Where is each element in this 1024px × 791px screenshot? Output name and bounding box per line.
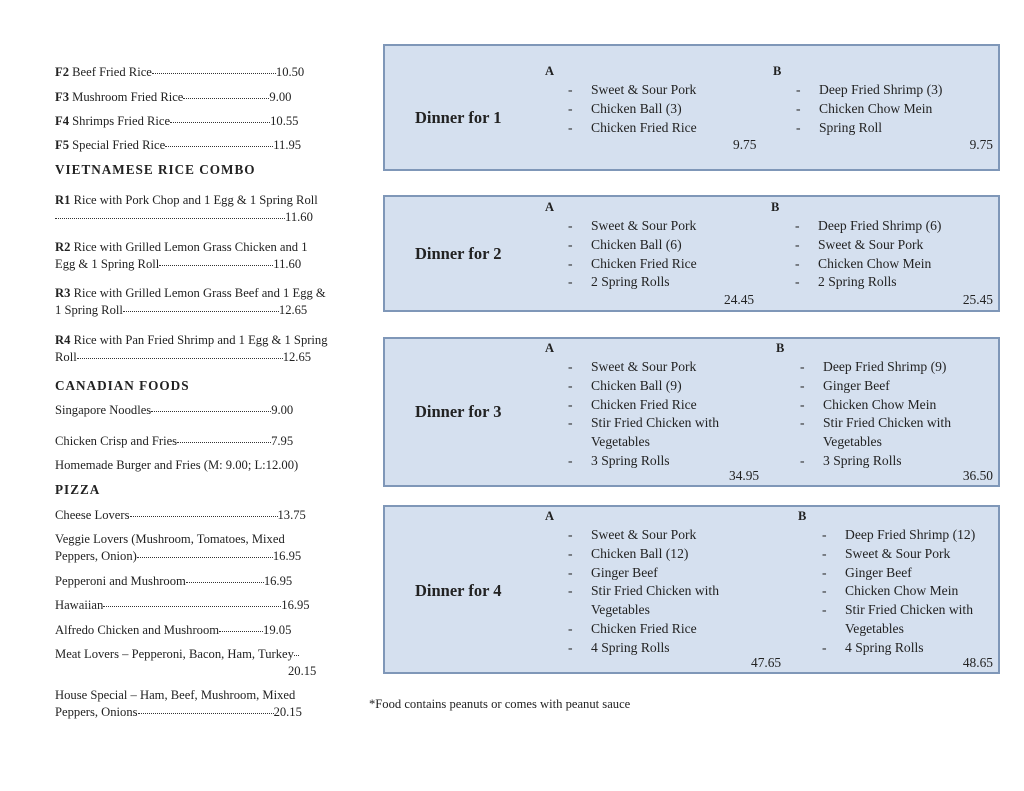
- menu-item: [55, 507, 306, 524]
- list-item: - Chicken Fried Rice: [568, 620, 738, 639]
- menu-item: [55, 433, 293, 450]
- list-item: - Chicken Chow Mein: [822, 582, 997, 601]
- item-name: House Special – Ham, Beef, Mushroom, Mixed: [55, 688, 296, 702]
- item-price: 20.15: [273, 705, 302, 719]
- list-item: - Chicken Ball (6): [568, 236, 697, 255]
- dinner-box: [383, 505, 1000, 674]
- list-item: - 3 Spring Rolls: [800, 452, 975, 471]
- menu-item: [55, 457, 298, 474]
- item-price: 10.50: [275, 65, 305, 79]
- list-item: - 2 Spring Rolls: [795, 273, 941, 292]
- item-name: Chicken Crisp and Fries: [55, 434, 178, 448]
- option-a-label: A: [545, 200, 555, 214]
- item-price: 12.65: [278, 303, 308, 317]
- item-price: 16.95: [272, 549, 302, 563]
- list-item: - Spring Roll: [796, 119, 942, 138]
- item-price: 9.00: [271, 403, 294, 417]
- list-item: - Stir Fried Chicken with Vegetables: [568, 414, 738, 452]
- item-name-cont: Peppers, Onion): [55, 549, 137, 563]
- option-a-list: [568, 526, 738, 658]
- list-item: - Sweet & Sour Pork: [822, 545, 997, 564]
- item-name-cont: 1 Spring Roll: [55, 303, 123, 317]
- list-item: - Sweet & Sour Pork: [568, 358, 738, 377]
- menu-item: [55, 402, 293, 419]
- option-b-list: [800, 358, 975, 471]
- option-a-price: 24.45: [724, 292, 755, 307]
- item-name: Homemade Burger and Fries: [55, 458, 201, 472]
- item-name: Rice with Pan Fried Shrimp and 1 Egg & 1 Spring: [73, 333, 328, 347]
- menu-item: [55, 137, 301, 154]
- item-price: 12.65: [282, 350, 312, 364]
- dinner-title: Dinner for 2: [415, 244, 502, 263]
- option-b-price: 9.75: [969, 137, 993, 152]
- item-name: Rice with Grilled Lemon Grass Chicken and 1: [73, 240, 308, 254]
- option-b-label: B: [776, 341, 785, 355]
- item-name: Singapore Noodles: [55, 403, 152, 417]
- menu-item: [55, 531, 301, 565]
- item-name: Alfredo Chicken and Mushroom: [55, 623, 220, 637]
- option-a-list: [568, 217, 697, 292]
- list-item: - Deep Fried Shrimp (12): [822, 526, 997, 545]
- item-price: 9.00: [269, 90, 292, 104]
- item-name: Veggie Lovers (Mushroom, Tomatoes, Mixed: [55, 532, 285, 546]
- dinner-title: Dinner for 1: [415, 108, 502, 127]
- item-price: 16.95: [281, 598, 310, 612]
- item-price: 13.75: [277, 508, 306, 522]
- option-a-price: 9.75: [733, 137, 757, 152]
- item-code: R2: [55, 240, 71, 254]
- option-b-label: B: [771, 200, 780, 214]
- list-item: - Chicken Ball (9): [568, 377, 738, 396]
- item-name-cont: Peppers, Onions: [55, 705, 138, 719]
- item-price: 11.60: [285, 210, 313, 224]
- menu-item: [55, 597, 310, 614]
- list-item: - Chicken Chow Mein: [795, 255, 941, 274]
- item-name: Shrimps Fried Rice: [72, 114, 171, 128]
- section-heading-canadian: CANADIAN FOODS: [55, 378, 190, 393]
- menu-item: [55, 332, 328, 366]
- list-item: - Chicken Ball (3): [568, 100, 697, 119]
- item-name: Mushroom Fried Rice: [72, 90, 184, 104]
- item-code: R1: [55, 193, 71, 207]
- item-price: 20.15: [288, 664, 317, 678]
- menu-item: [55, 622, 291, 639]
- list-item: - Sweet & Sour Pork: [568, 217, 697, 236]
- option-b-label: B: [798, 509, 807, 523]
- dinner-box: [383, 44, 1000, 171]
- item-price: 11.60: [273, 257, 302, 271]
- item-code: F2: [55, 65, 69, 79]
- item-name: Pepperoni and Mushroom: [55, 574, 186, 588]
- option-b-price: 48.65: [962, 655, 993, 670]
- dinner-title: Dinner for 3: [415, 402, 502, 421]
- option-a-price: 34.95: [729, 468, 760, 483]
- option-a-list: [568, 358, 738, 471]
- item-name: Rice with Pork Chop and 1 Egg & 1 Spring Roll: [73, 193, 318, 207]
- list-item: - Chicken Ball (12): [568, 545, 738, 564]
- list-item: - Deep Fried Shrimp (6): [795, 217, 941, 236]
- dinner-box: [383, 337, 1000, 487]
- item-name-cont: Roll: [55, 350, 77, 364]
- list-item: - Sweet & Sour Pork: [795, 236, 941, 255]
- list-item: - Chicken Fried Rice: [568, 119, 697, 138]
- item-price: (M: 9.00; L:12.00): [203, 458, 299, 472]
- item-price: 11.95: [273, 138, 302, 152]
- peanut-footnote: *Food contains peanuts or comes with peanut sauce: [369, 697, 631, 711]
- option-a-label: A: [545, 64, 555, 78]
- item-code: R3: [55, 286, 71, 300]
- list-item: - 4 Spring Rolls: [822, 639, 997, 658]
- list-item: - Sweet & Sour Pork: [568, 81, 697, 100]
- list-item: - Chicken Chow Mein: [796, 100, 942, 119]
- item-price: 19.05: [263, 623, 292, 637]
- list-item: - Stir Fried Chicken with Vegetables: [822, 601, 997, 639]
- menu-item: [55, 646, 316, 680]
- list-item: - Chicken Fried Rice: [568, 396, 738, 415]
- option-b-price: 25.45: [962, 292, 993, 307]
- item-name: Rice with Grilled Lemon Grass Beef and 1 Egg &: [73, 286, 326, 300]
- section-heading-vietnamese: VIETNAMESE RICE COMBO: [55, 162, 256, 177]
- menu-item: [55, 573, 292, 590]
- dinner-box: [383, 195, 1000, 312]
- item-name: Hawaiian: [55, 598, 104, 612]
- option-b-list: [796, 81, 942, 137]
- option-a-price: 47.65: [751, 655, 782, 670]
- item-code: F5: [55, 138, 69, 152]
- option-b-list: [795, 217, 941, 292]
- section-heading-pizza: PIZZA: [55, 482, 101, 497]
- list-item: - 3 Spring Rolls: [568, 452, 738, 471]
- dinner-title: Dinner for 4: [415, 581, 502, 600]
- list-item: - Ginger Beef: [568, 564, 738, 583]
- option-a-label: A: [545, 509, 555, 523]
- list-item: - Chicken Fried Rice: [568, 255, 697, 274]
- list-item: - Ginger Beef: [800, 377, 975, 396]
- list-item: - Deep Fried Shrimp (3): [796, 81, 942, 100]
- list-item: - Stir Fried Chicken with Vegetables: [800, 414, 975, 452]
- item-price: 10.55: [270, 114, 299, 128]
- item-price: 7.95: [271, 434, 294, 448]
- list-item: - Stir Fried Chicken with Vegetables: [568, 582, 738, 620]
- item-name: Meat Lovers – Pepperoni, Bacon, Ham, Turkey: [55, 647, 294, 661]
- option-b-label: B: [773, 64, 782, 78]
- list-item: - Chicken Chow Mein: [800, 396, 975, 415]
- menu-item: [55, 89, 291, 106]
- option-a-list: [568, 81, 697, 137]
- menu-item: [55, 687, 302, 721]
- menu-item: [55, 113, 298, 130]
- item-price: 16.95: [263, 574, 293, 588]
- item-code: R4: [55, 333, 71, 347]
- menu-item: [55, 64, 304, 81]
- option-b-list: [822, 526, 997, 658]
- item-code: F4: [55, 114, 69, 128]
- menu-item: [55, 285, 326, 319]
- menu-item: [55, 239, 308, 273]
- list-item: - 2 Spring Rolls: [568, 273, 697, 292]
- list-item: - Sweet & Sour Pork: [568, 526, 738, 545]
- menu-item: [55, 192, 318, 226]
- option-b-price: 36.50: [962, 468, 993, 483]
- option-a-label: A: [545, 341, 555, 355]
- list-item: - Ginger Beef: [822, 564, 997, 583]
- item-code: F3: [55, 90, 69, 104]
- item-name: Beef Fried Rice: [72, 65, 152, 79]
- item-name: Special Fried Rice: [72, 138, 166, 152]
- item-name: Cheese Lovers: [55, 508, 130, 522]
- list-item: - 4 Spring Rolls: [568, 639, 738, 658]
- list-item: - Deep Fried Shrimp (9): [800, 358, 975, 377]
- item-name-cont: Egg & 1 Spring Roll: [55, 257, 160, 271]
